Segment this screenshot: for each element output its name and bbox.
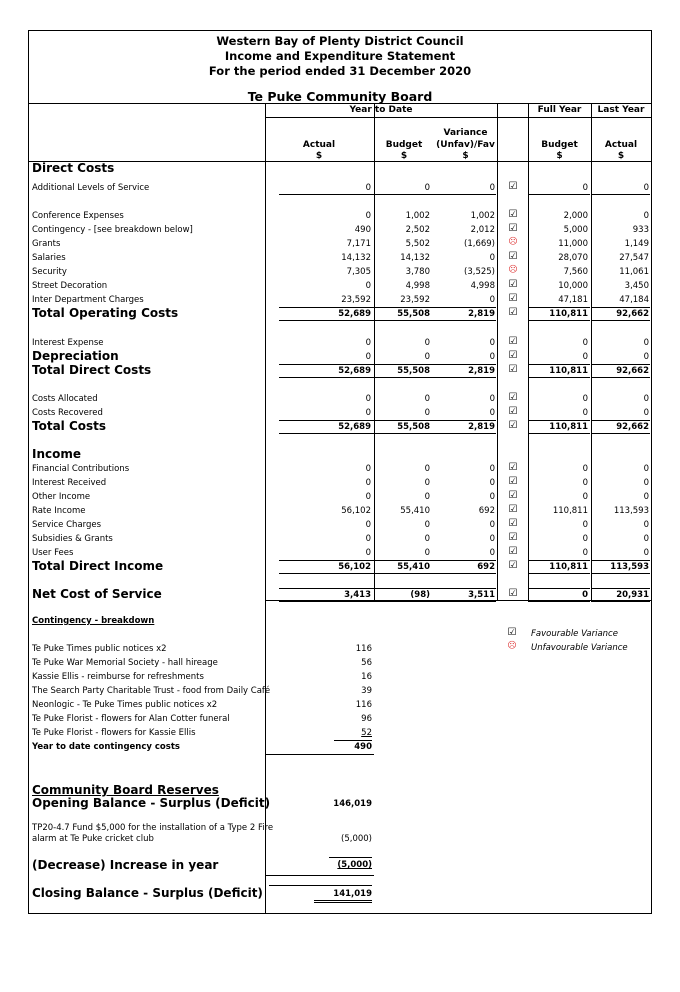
total-bottom-rule — [528, 320, 590, 321]
row-label: Total Operating Costs — [32, 306, 179, 320]
total-top-rule — [434, 560, 496, 561]
ytd-actual-value: 56,102 — [338, 562, 371, 572]
ytd-variance-value: 4,998 — [470, 281, 495, 291]
total-bottom-rule — [528, 573, 590, 574]
column-heading-rule — [29, 161, 651, 162]
fy-budget-value: 7,560 — [563, 267, 588, 277]
fy-budget-value: 0 — [582, 548, 588, 558]
fy-budget-value: 2,000 — [563, 211, 588, 221]
ly-actual-value: 92,662 — [616, 422, 649, 432]
ytd-actual-value: 52,689 — [338, 309, 371, 319]
total-top-rule — [591, 364, 650, 365]
total-bottom-rule — [374, 573, 434, 574]
ly-actual-value: 0 — [643, 464, 649, 474]
fy-budget-heading: Budget — [541, 140, 578, 150]
ytd-budget-value: 4,998 — [405, 281, 430, 291]
budget-heading: Budget — [385, 140, 423, 150]
ytd-budget-value: 55,508 — [397, 422, 430, 432]
ytd-actual-value: 0 — [365, 352, 371, 362]
ytd-budget-value: 55,410 — [400, 506, 430, 516]
ly-actual-value: 0 — [643, 394, 649, 404]
contingency-item-label: Te Puke Times public notices x2 — [32, 644, 167, 654]
fy-budget-value: 110,811 — [549, 562, 588, 572]
ytd-actual-value: 52,689 — [338, 366, 371, 376]
opening-balance-label: Opening Balance - Surplus (Deficit) — [32, 796, 271, 810]
row-label: Costs Recovered — [32, 408, 103, 418]
total-bottom-rule — [434, 573, 496, 574]
ly-actual-value: 0 — [643, 534, 649, 544]
ytd-variance-value: 0 — [489, 352, 495, 362]
total-bottom-rule — [279, 377, 374, 378]
col-divider-label — [265, 103, 266, 913]
ly-actual-value: 92,662 — [616, 366, 649, 376]
ytd-budget-value: 55,508 — [397, 366, 430, 376]
ly-actual-value: 92,662 — [616, 309, 649, 319]
change-value: (5,000) — [337, 860, 372, 870]
org-name: Western Bay of Plenty District Council — [216, 34, 464, 48]
ytd-variance-value: 0 — [489, 408, 495, 418]
ytd-variance-value: 0 — [489, 394, 495, 404]
subtotal-rule — [528, 194, 590, 195]
ytd-budget-value: 23,592 — [400, 295, 430, 305]
total-top-rule — [591, 588, 650, 589]
board-name: Te Puke Community Board — [247, 89, 433, 104]
row-label: Depreciation — [32, 349, 119, 363]
row-label: Inter Department Charges — [32, 295, 144, 305]
contingency-item-value: 52 — [361, 728, 372, 738]
row-label: Additional Levels of Service — [32, 183, 150, 193]
row-label: Conference Expenses — [32, 211, 124, 221]
ytd-actual-value: 56,102 — [341, 506, 371, 516]
fy-budget-value: 110,811 — [549, 422, 588, 432]
ytd-variance-value: 2,819 — [468, 309, 495, 319]
row-label: Grants — [32, 239, 61, 249]
fy-budget-dollar: $ — [556, 151, 563, 161]
row-label: Other Income — [32, 492, 91, 502]
contingency-title: Contingency - breakdown — [32, 616, 155, 626]
total-top-rule — [279, 588, 374, 589]
total-top-rule — [279, 364, 374, 365]
contingency-item-label: Te Puke War Memorial Society - hall hireage — [32, 658, 218, 668]
total-top-rule — [528, 420, 590, 421]
favourable-icon: ☑ — [508, 490, 518, 501]
ytd-variance-value: (1,669) — [464, 239, 495, 249]
variance-dollar: $ — [462, 151, 469, 161]
row-label: Costs Allocated — [32, 394, 98, 404]
ly-actual-value: 0 — [643, 338, 649, 348]
total-bottom-rule — [279, 433, 374, 434]
total-top-rule — [528, 588, 590, 589]
ytd-actual-value: 0 — [365, 520, 371, 530]
full-year-heading: Full Year — [537, 105, 582, 115]
opening-balance-value: 146,019 — [333, 799, 372, 809]
favourable-icon: ☑ — [508, 293, 518, 304]
contingency-total-rule — [334, 740, 372, 741]
fy-budget-value: 110,811 — [549, 309, 588, 319]
total-top-rule — [591, 420, 650, 421]
change-top-rule — [329, 857, 372, 858]
row-label: Contingency - [see breakdown below] — [32, 225, 193, 235]
total-top-rule — [374, 560, 434, 561]
total-bottom-rule — [528, 377, 590, 378]
ytd-budget-value: 14,132 — [400, 253, 430, 263]
ytd-actual-value: 0 — [365, 548, 371, 558]
group-heading-rule — [265, 117, 651, 118]
budget-dollar: $ — [400, 151, 408, 161]
ytd-budget-value: 0 — [424, 534, 430, 544]
contingency-item-value: 116 — [355, 700, 372, 710]
ytd-variance-value: 0 — [489, 295, 495, 305]
fy-budget-value: 0 — [582, 590, 588, 600]
unfavourable-icon: ☹ — [508, 237, 518, 247]
contingency-item-label: The Search Party Charitable Trust - food from Daily Café — [32, 686, 271, 696]
total-bottom-rule — [434, 601, 496, 602]
ytd-variance-value: 0 — [489, 253, 495, 263]
fav-legend-icon: ☑ — [507, 627, 517, 638]
fy-budget-value: 110,811 — [549, 366, 588, 376]
total-bottom-rule — [374, 601, 434, 602]
ytd-variance-value: 0 — [489, 520, 495, 530]
closing-balance-value: 141,019 — [333, 889, 372, 899]
contingency-item-label: Neonlogic - Te Puke Times public notices x2 — [32, 700, 218, 710]
ytd-budget-value: 2,502 — [405, 225, 430, 235]
favourable-icon: ☑ — [508, 420, 518, 431]
last-year-heading: Last Year — [597, 105, 645, 115]
favourable-icon: ☑ — [508, 336, 518, 347]
row-label: Total Direct Income — [32, 559, 164, 573]
ly-actual-value: 1,149 — [624, 239, 649, 249]
ytd-variance-value: 0 — [489, 183, 495, 193]
ly-actual-value: 0 — [643, 520, 649, 530]
ytd-budget-value: 5,502 — [405, 239, 430, 249]
ytd-variance-value: 0 — [489, 492, 495, 502]
ytd-variance-value: (3,525) — [464, 267, 495, 277]
ytd-actual-value: 0 — [365, 534, 371, 544]
ytd-variance-value: 692 — [477, 562, 495, 572]
ly-actual-value: 113,593 — [613, 506, 649, 516]
total-top-rule — [434, 588, 496, 589]
fy-budget-value: 5,000 — [563, 225, 588, 235]
ly-actual-dollar: $ — [617, 151, 625, 161]
ly-actual-value: 27,547 — [619, 253, 649, 263]
fy-budget-value: 0 — [582, 338, 588, 348]
ly-actual-value: 113,593 — [610, 562, 649, 572]
row-label: Interest Expense — [32, 338, 104, 348]
fy-budget-value: 110,811 — [552, 506, 588, 516]
total-bottom-rule — [374, 377, 434, 378]
ytd-actual-value: 0 — [365, 478, 371, 488]
total-top-rule — [434, 307, 496, 308]
ytd-budget-value: 55,410 — [397, 562, 430, 572]
change-label: (Decrease) Increase in year — [32, 858, 219, 872]
total-top-rule — [374, 588, 434, 589]
actual-heading: Actual — [302, 140, 336, 150]
variance-heading: Variance — [443, 128, 488, 138]
fy-budget-value: 0 — [582, 394, 588, 404]
ytd-actual-value: 0 — [365, 464, 371, 474]
variance-subheading: (Unfav)/Fav — [436, 140, 495, 150]
row-label: Street Decoration — [32, 281, 108, 291]
ly-actual-value: 47,184 — [619, 295, 649, 305]
row-label: Interest Received — [32, 478, 107, 488]
fav-legend-label: Favourable Variance — [531, 629, 618, 639]
statement-title: Income and Expenditure Statement — [224, 49, 456, 63]
ytd-actual-value: 14,132 — [341, 253, 371, 263]
fy-budget-value: 0 — [582, 492, 588, 502]
ytd-budget-value: 0 — [424, 520, 430, 530]
total-top-rule — [279, 560, 374, 561]
ly-actual-value: 0 — [643, 211, 649, 221]
total-top-rule — [374, 420, 434, 421]
fy-budget-value: 0 — [582, 183, 588, 193]
total-top-rule — [279, 420, 374, 421]
ytd-budget-value: 0 — [424, 352, 430, 362]
ytd-budget-value: 0 — [424, 394, 430, 404]
ytd-actual-value: 0 — [365, 492, 371, 502]
ytd-budget-value: 0 — [424, 492, 430, 502]
row-label: Financial Contributions — [32, 464, 130, 474]
contingency-item-value: 56 — [361, 658, 372, 668]
total-top-rule — [528, 364, 590, 365]
total-bottom-rule — [279, 573, 374, 574]
ly-actual-heading: Actual — [604, 140, 638, 150]
ly-actual-value: 11,061 — [619, 267, 649, 277]
ytd-budget-value: 0 — [424, 183, 430, 193]
ytd-variance-value: 1,002 — [470, 211, 495, 221]
ytd-actual-value: 0 — [365, 338, 371, 348]
favourable-icon: ☑ — [508, 518, 518, 529]
total-bottom-rule — [279, 320, 374, 321]
ytd-budget-value: 0 — [424, 478, 430, 488]
row-label: Service Charges — [32, 520, 102, 530]
subtotal-rule — [374, 194, 434, 195]
closing-top-rule — [269, 885, 372, 886]
statement-period: For the period ended 31 December 2020 — [208, 64, 472, 78]
favourable-icon: ☑ — [508, 476, 518, 487]
total-bottom-rule — [374, 320, 434, 321]
total-top-rule — [591, 307, 650, 308]
favourable-icon: ☑ — [508, 532, 518, 543]
ly-actual-value: 0 — [643, 183, 649, 193]
total-top-rule — [591, 560, 650, 561]
ytd-budget-value: 3,780 — [405, 267, 430, 277]
ytd-actual-value: 52,689 — [338, 422, 371, 432]
row-label: Total Costs — [32, 419, 107, 433]
contingency-block-rule — [265, 754, 374, 755]
section-heading: Direct Costs — [32, 161, 115, 175]
ly-actual-value: 20,931 — [616, 590, 649, 600]
ytd-variance-value: 2,012 — [470, 225, 495, 235]
ytd-budget-value: 0 — [424, 408, 430, 418]
total-bottom-rule — [528, 433, 590, 434]
ytd-actual-value: 0 — [365, 394, 371, 404]
ytd-budget-value: 1,002 — [405, 211, 430, 221]
favourable-icon: ☑ — [508, 546, 518, 557]
row-label: Net Cost of Service — [32, 587, 162, 601]
fy-budget-value: 47,181 — [558, 295, 588, 305]
favourable-icon: ☑ — [508, 251, 518, 262]
favourable-icon: ☑ — [508, 392, 518, 403]
favourable-icon: ☑ — [508, 350, 518, 361]
closing-under-rule-2 — [314, 902, 372, 903]
fy-budget-value: 10,000 — [558, 281, 588, 291]
header-rule — [29, 103, 651, 104]
favourable-icon: ☑ — [508, 462, 518, 473]
fy-budget-value: 0 — [582, 408, 588, 418]
ly-actual-value: 0 — [643, 492, 649, 502]
total-bottom-rule — [591, 320, 650, 321]
contingency-total-value: 490 — [354, 742, 372, 752]
favourable-icon: ☑ — [508, 504, 518, 515]
favourable-icon: ☑ — [508, 560, 518, 571]
total-bottom-rule — [434, 433, 496, 434]
ytd-actual-value: 3,413 — [344, 590, 371, 600]
total-top-rule — [434, 420, 496, 421]
total-top-rule — [528, 307, 590, 308]
closing-balance-label: Closing Balance - Surplus (Deficit) — [32, 886, 263, 900]
reserve-note-line1: TP20-4.7 Fund $5,000 for the installation of a Type 2 Fire — [32, 823, 274, 833]
total-bottom-rule — [591, 573, 650, 574]
row-label: Total Direct Costs — [32, 363, 152, 377]
favourable-icon: ☑ — [508, 223, 518, 234]
ly-actual-value: 0 — [643, 408, 649, 418]
actual-dollar: $ — [315, 151, 323, 161]
subtotal-rule — [591, 194, 650, 195]
row-label: User Fees — [32, 548, 74, 558]
ytd-actual-value: 0 — [365, 183, 371, 193]
contingency-item-label: Kassie Ellis - reimburse for refreshments — [32, 672, 204, 682]
ytd-budget-value: (98) — [410, 590, 430, 600]
fy-budget-value: 11,000 — [558, 239, 588, 249]
total-bottom-rule — [434, 377, 496, 378]
total-bottom-rule — [591, 377, 650, 378]
total-bottom-rule — [528, 601, 590, 602]
ytd-actual-value: 7,305 — [346, 267, 371, 277]
ytd-heading: Year to Date — [349, 105, 413, 115]
change-block-rule — [265, 875, 374, 876]
favourable-icon: ☑ — [508, 588, 518, 599]
ytd-variance-value: 692 — [478, 506, 495, 516]
reserve-note-line2: alarm at Te Puke cricket club — [32, 834, 154, 844]
total-top-rule — [434, 364, 496, 365]
unfav-legend-label: Unfavourable Variance — [531, 643, 628, 653]
total-top-rule — [279, 307, 374, 308]
ly-actual-value: 0 — [643, 352, 649, 362]
row-label: Rate Income — [32, 506, 86, 516]
closing-under-rule-1 — [314, 900, 372, 901]
col-divider-variance — [497, 103, 498, 600]
fy-budget-value: 28,070 — [558, 253, 588, 263]
favourable-icon: ☑ — [508, 307, 518, 318]
fy-budget-value: 0 — [582, 464, 588, 474]
ly-actual-value: 3,450 — [624, 281, 649, 291]
total-top-rule — [374, 364, 434, 365]
contingency-item-label: Te Puke Florist - flowers for Kassie Ellis — [32, 728, 196, 738]
reserve-note-value: (5,000) — [341, 834, 372, 844]
fy-budget-value: 0 — [582, 478, 588, 488]
total-bottom-rule — [279, 601, 374, 602]
row-label: Security — [32, 267, 67, 277]
total-bottom-rule — [434, 320, 496, 321]
fy-budget-value: 0 — [582, 534, 588, 544]
contingency-item-label: Te Puke Florist - flowers for Alan Cotter funeral — [32, 714, 230, 724]
ly-actual-value: 933 — [632, 225, 649, 235]
favourable-icon: ☑ — [508, 364, 518, 375]
ytd-budget-value: 0 — [424, 464, 430, 474]
contingency-total-label: Year to date contingency costs — [32, 742, 180, 752]
ytd-variance-value: 0 — [489, 478, 495, 488]
total-top-rule — [528, 560, 590, 561]
ytd-actual-value: 0 — [365, 211, 371, 221]
total-bottom-rule — [591, 601, 650, 602]
ytd-actual-value: 0 — [365, 408, 371, 418]
ytd-variance-value: 0 — [489, 464, 495, 474]
favourable-icon: ☑ — [508, 209, 518, 220]
contingency-item-value: 96 — [361, 714, 372, 724]
ly-actual-value: 0 — [643, 548, 649, 558]
ytd-actual-value: 490 — [354, 225, 371, 235]
ytd-budget-value: 55,508 — [397, 309, 430, 319]
total-bottom-rule — [591, 433, 650, 434]
row-label: Salaries — [32, 253, 66, 263]
ytd-budget-value: 0 — [424, 338, 430, 348]
ly-actual-value: 0 — [643, 478, 649, 488]
total-top-rule — [374, 307, 434, 308]
fy-budget-value: 0 — [582, 520, 588, 530]
ytd-actual-value: 23,592 — [341, 295, 371, 305]
statement-sheet — [28, 30, 652, 914]
reserves-title: Community Board Reserves — [32, 783, 219, 797]
unfavourable-icon: ☹ — [508, 265, 518, 275]
ytd-variance-value: 2,819 — [468, 422, 495, 432]
favourable-icon: ☑ — [508, 279, 518, 290]
ytd-variance-value: 2,819 — [468, 366, 495, 376]
favourable-icon: ☑ — [508, 181, 518, 192]
ytd-actual-value: 7,171 — [346, 239, 371, 249]
row-label: Subsidies & Grants — [32, 534, 113, 544]
ytd-budget-value: 0 — [424, 548, 430, 558]
ytd-variance-value: 3,511 — [468, 590, 495, 600]
fy-budget-value: 0 — [582, 352, 588, 362]
ytd-actual-value: 0 — [365, 281, 371, 291]
subtotal-rule — [279, 194, 374, 195]
unfav-legend-icon: ☹ — [507, 641, 517, 651]
favourable-icon: ☑ — [508, 406, 518, 417]
contingency-item-value: 16 — [361, 672, 372, 682]
ytd-variance-value: 0 — [489, 338, 495, 348]
ytd-variance-value: 0 — [489, 534, 495, 544]
contingency-item-value: 116 — [355, 644, 372, 654]
total-bottom-rule — [374, 433, 434, 434]
ytd-variance-value: 0 — [489, 548, 495, 558]
subtotal-rule — [434, 194, 496, 195]
contingency-item-value: 39 — [361, 686, 372, 696]
section-heading: Income — [32, 447, 82, 461]
